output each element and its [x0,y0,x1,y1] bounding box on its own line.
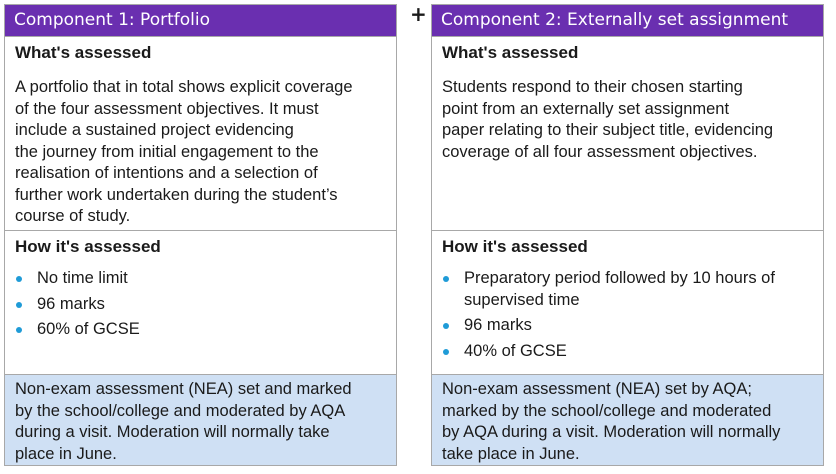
bullet-text: 60% of GCSE [37,320,140,338]
text-line: the journey from initial engagement to the [15,142,319,161]
text-line: further work undertaken during the student’s [15,185,338,204]
hows-assessed-heading: How it's assessed [15,237,161,256]
bullet-dot-icon [443,323,449,329]
component-2-whats-assessed [432,36,823,230]
text-line: include a sustained project evidencing [15,121,294,139]
bullet-dot-icon [16,327,22,333]
hows-assessed-heading: How it's assessed [442,237,588,256]
bullet-text: Preparatory period followed by 10 hours of [464,269,775,287]
text-line: point from an externally set assignment [442,99,730,118]
component-1-header: Component 1: Portfolio [5,5,396,36]
bullet-text: 96 marks [464,316,532,334]
bullet-text: 40% of GCSE [464,341,567,360]
bullet-text: 96 marks [37,294,105,313]
component-1-nea-note [5,374,396,465]
list-item [442,315,823,337]
bullet-text: supervised time [464,290,580,309]
text-line: by the school/college and moderated by AQA [15,401,346,420]
component-1-hows-assessed [5,230,396,374]
text-line: coverage of all four assessment objectives. [442,142,758,161]
text-line: course of study. [15,207,131,225]
list-item [15,294,396,316]
whats-assessed-text [5,64,396,228]
whats-assessed-text [432,64,823,163]
component-2-panel [431,4,824,466]
text-line: of the four assessment objectives. It must [15,99,319,118]
list-item [442,268,823,311]
component-2-nea-note [432,374,823,465]
text-line: place in June. [15,444,117,463]
text-line: marked by the school/college and moderated [442,401,772,420]
assessment-bullet-list [432,258,823,362]
text-line: Students respond to their chosen starting [442,78,743,96]
bullet-dot-icon [16,302,22,308]
bullet-dot-icon [443,276,449,282]
list-item [15,268,396,290]
component-1-whats-assessed [5,36,396,230]
component-1-panel [4,4,397,466]
text-line: Non-exam assessment (NEA) set by AQA; [442,380,752,398]
assessment-bullet-list [5,258,396,341]
list-item [15,319,396,341]
list-item [442,341,823,363]
text-line: take place in June. [442,444,580,463]
plus-icon: + [410,2,427,26]
component-2-hows-assessed [432,230,823,374]
text-line: Non-exam assessment (NEA) set and marked [15,380,352,398]
bullet-dot-icon [16,276,22,282]
component-2-header: Component 2: Externally set assignment [432,5,823,36]
nea-text [5,375,396,465]
bullet-dot-icon [443,349,449,355]
text-line: realisation of intentions and a selection of [15,164,318,182]
whats-assessed-heading: What's assessed [442,43,579,62]
text-line: by AQA during a visit. Moderation will normally [442,423,781,441]
nea-text [432,375,823,465]
text-line: A portfolio that in total shows explicit coverage [15,78,353,96]
whats-assessed-heading: What's assessed [15,43,152,62]
text-line: during a visit. Moderation will normally take [15,423,330,441]
bullet-text: No time limit [37,269,128,287]
text-line: paper relating to their subject title, evidencing [442,121,774,139]
